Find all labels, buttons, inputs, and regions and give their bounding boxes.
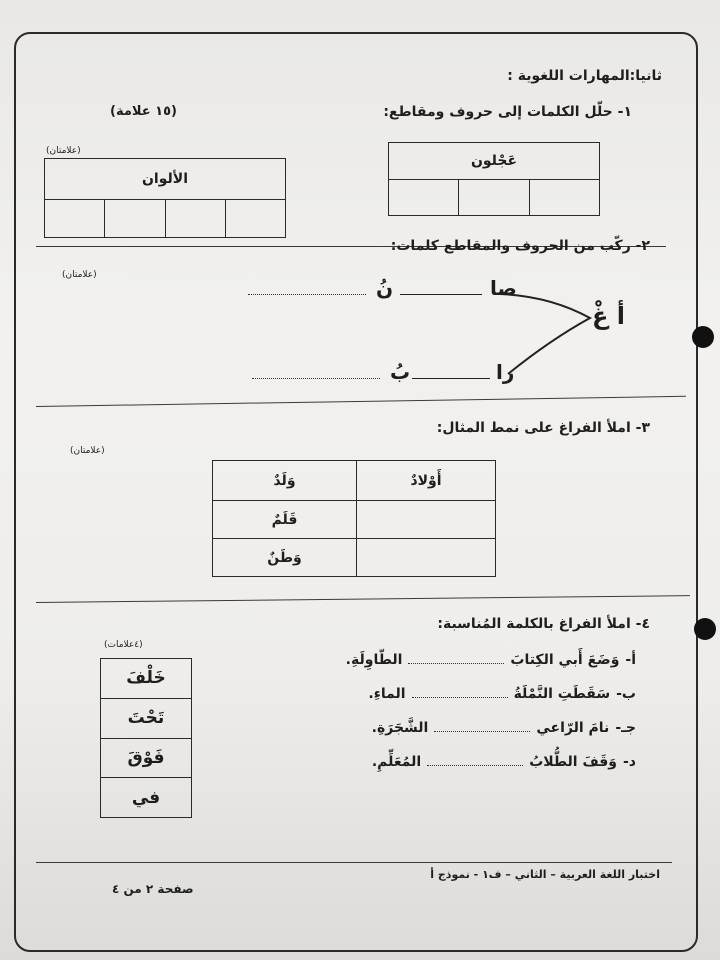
q1-answer-cell[interactable] — [105, 200, 165, 238]
q2-top-end: نُ — [376, 276, 394, 300]
q1-answer-cell[interactable] — [45, 200, 105, 238]
q4-sentence: جـ-نامَ الرّاعيالشَّجَرَةِ. — [371, 720, 636, 736]
binder-hole-top — [692, 326, 714, 348]
word-bank-item: تَحْتَ — [101, 698, 192, 738]
word-bank-item: في — [101, 778, 192, 818]
q1-marks: (علامتان) — [46, 146, 81, 156]
footer-exam-title: اختبار اللغة العربية – الثاني – ف١ - نموذج أ — [430, 868, 660, 881]
q4-sentence-label: جـ- — [615, 720, 636, 736]
q1-table-ajloun — [388, 142, 600, 216]
q4-word-bank — [100, 658, 192, 818]
q2-answer-line-top[interactable] — [248, 294, 366, 295]
q2-marks: (علامتان) — [62, 270, 97, 280]
q1-answer-cell[interactable] — [459, 180, 529, 216]
q3-singular-cell: وَطَنٌ — [213, 539, 357, 577]
q2-prompt: ٢- ركّب من الحروف والمقاطع كلمات: — [390, 238, 650, 254]
footer-divider — [36, 862, 672, 863]
q2-answer-line-bottom[interactable] — [252, 378, 380, 379]
q4-sentence-label: ب- — [616, 686, 636, 702]
q2-bottom-connector — [412, 378, 490, 379]
total-marks: (١٥ علامة) — [110, 104, 177, 119]
q3-plural-answer[interactable] — [357, 501, 496, 539]
q4-sentence-label: أ- — [625, 652, 636, 668]
q4-blank[interactable] — [427, 765, 523, 766]
section-title: ثانيا:المهارات اللغوية : — [507, 68, 662, 84]
q3-prompt: ٣- املأ الفراغ على نمط المثال: — [436, 420, 650, 436]
q4-sentence: ب-سَقَطَتِ النَّمْلَةُالماءِ. — [368, 686, 636, 702]
q1-prompt: ١- حلّل الكلمات إلى حروف ومقاطع: — [383, 104, 632, 120]
q3-singular-cell: قَلَمٌ — [213, 501, 357, 539]
q2-bottom-syllable: را — [496, 360, 515, 384]
q4-blank[interactable] — [408, 663, 504, 664]
q4-blank[interactable] — [412, 697, 508, 698]
q1-answer-cell[interactable] — [529, 180, 599, 216]
q3-plural-cell: أَوْلادٌ — [357, 461, 496, 501]
footer-page-number: صفحة ٢ من ٤ — [112, 882, 194, 896]
q2-top-connector — [400, 294, 482, 295]
q4-sentence: أ-وَضَعَ أَبي الكِتابَالطّاوِلَةِ. — [345, 652, 636, 668]
q2-bottom-end: بُ — [390, 360, 411, 384]
q1-word-ajloun: عَجْلون — [389, 143, 600, 180]
q3-table — [212, 460, 496, 577]
q3-singular-cell: وَلَدٌ — [213, 461, 357, 501]
word-bank-item: خَلْفَ — [101, 659, 192, 699]
q4-sentence-label: د- — [623, 754, 636, 770]
q2-top-syllable: صا — [490, 276, 517, 300]
q3-marks: (علامتان) — [70, 446, 105, 456]
q4-prompt: ٤- املأ الفراغ بالكلمة المُناسبة: — [437, 616, 650, 632]
q1-word-alwan: الألوان — [45, 159, 286, 200]
q1-answer-cell[interactable] — [165, 200, 225, 238]
q2-root-letters: أ غْ — [592, 302, 625, 330]
q4-blank[interactable] — [434, 731, 530, 732]
q1-answer-cell[interactable] — [225, 200, 285, 238]
q3-plural-answer[interactable] — [357, 539, 496, 577]
q1-answer-cell[interactable] — [389, 180, 459, 216]
q4-marks: (٤علامات) — [104, 640, 143, 650]
binder-hole-bottom — [694, 618, 716, 640]
q4-sentence: د-وَقَفَ الطُّلابُالمُعَلِّمِ. — [371, 754, 636, 770]
word-bank-item: فَوْقَ — [101, 738, 192, 778]
q1-table-alwan — [44, 158, 286, 238]
